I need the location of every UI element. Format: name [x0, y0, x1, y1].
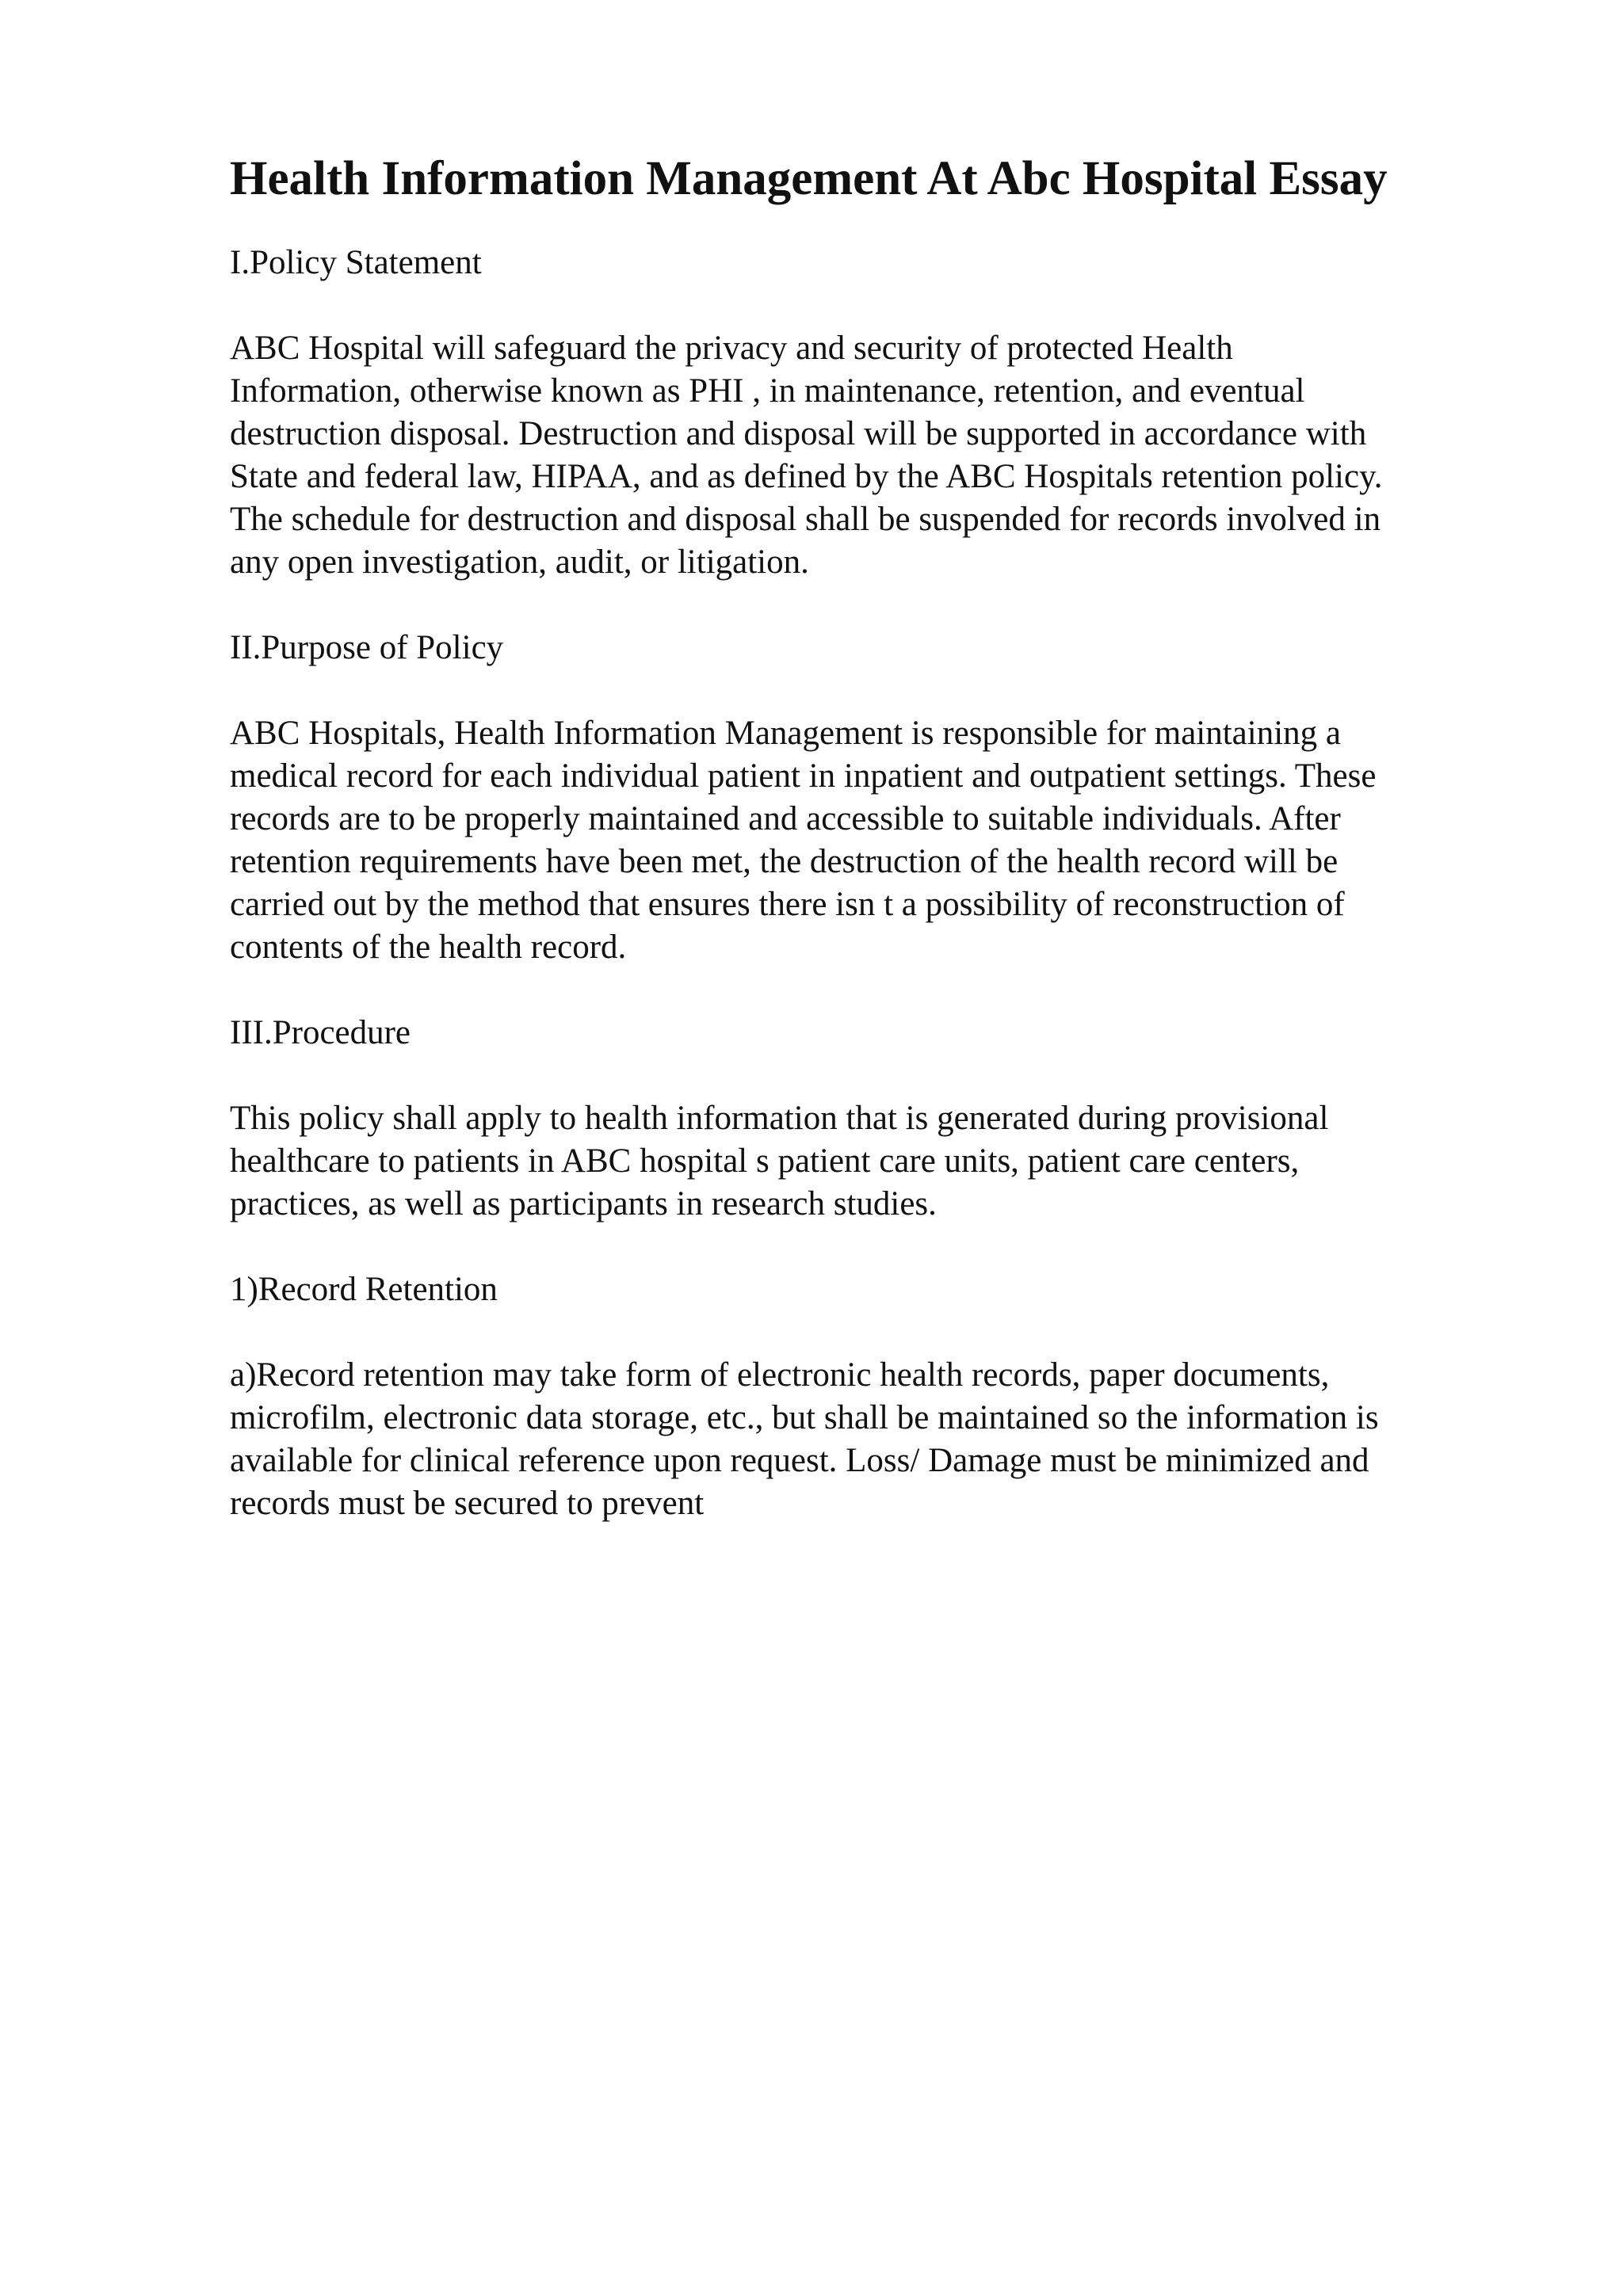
paragraph-line: ABC Hospitals, Health Information Management is responsible for maintaining a — [230, 715, 1341, 752]
paragraph-line: healthcare to patients in ABC hospital s patient care units, patient care centers, — [230, 1142, 1300, 1180]
paragraph-line: microfilm, electronic data storage, etc., but shall be maintained so the information is — [230, 1399, 1379, 1436]
paragraph-line: any open investigation, audit, or litigation. — [230, 543, 809, 581]
paragraph-line: contents of the health record. — [230, 929, 627, 966]
paragraph-line: available for clinical reference upon request. Loss/ Damage must be minimized and — [230, 1442, 1369, 1479]
section-heading: I.Policy Statement — [230, 244, 482, 281]
section-paragraph — [230, 1097, 1498, 1226]
paragraph-line: destruction disposal. Destruction and disposal will be supported in accordance with — [230, 415, 1367, 452]
paragraph-line: practices, as well as participants in research studies. — [230, 1185, 937, 1222]
paragraph-line: carried out by the method that ensures there isn t a possibility of reconstruction of — [230, 886, 1345, 923]
paragraph-line: This policy shall apply to health information that is generated during provisional — [230, 1100, 1329, 1137]
paragraph-line: The schedule for destruction and disposal shall be suspended for records involved in — [230, 501, 1381, 538]
paragraph-line: State and federal law, HIPAA, and as defined by the ABC Hospitals retention policy. — [230, 458, 1383, 495]
section-heading: II.Purpose of Policy — [230, 629, 504, 666]
section-paragraph — [230, 327, 1498, 584]
section-procedure — [230, 1012, 1498, 1226]
section-purpose-of-policy — [230, 627, 1498, 969]
section-policy-statement — [230, 242, 1498, 584]
paragraph-line: medical record for each individual patient in inpatient and outpatient settings. These — [230, 757, 1377, 795]
paragraph-line: ABC Hospital will safeguard the privacy and security of protected Health — [230, 330, 1233, 367]
document-title: Health Information Management At Abc Hospital Essay — [230, 152, 1388, 205]
section-heading: III.Procedure — [230, 1014, 411, 1051]
paragraph-line: records must be secured to prevent — [230, 1485, 705, 1522]
section-heading: 1)Record Retention — [230, 1271, 498, 1308]
section-record-retention — [230, 1268, 1498, 1525]
paragraph-line: Information, otherwise known as PHI , in maintenance, retention, and eventual — [230, 372, 1305, 410]
section-paragraph — [230, 1354, 1498, 1525]
paragraph-line: records are to be properly maintained and accessible to suitable individuals. After — [230, 800, 1341, 837]
section-paragraph — [230, 712, 1498, 969]
paragraph-line: retention requirements have been met, the destruction of the health record will be — [230, 843, 1338, 880]
document-body — [230, 242, 1498, 1568]
paragraph-line: a)Record retention may take form of electronic health records, paper documents, — [230, 1356, 1330, 1394]
